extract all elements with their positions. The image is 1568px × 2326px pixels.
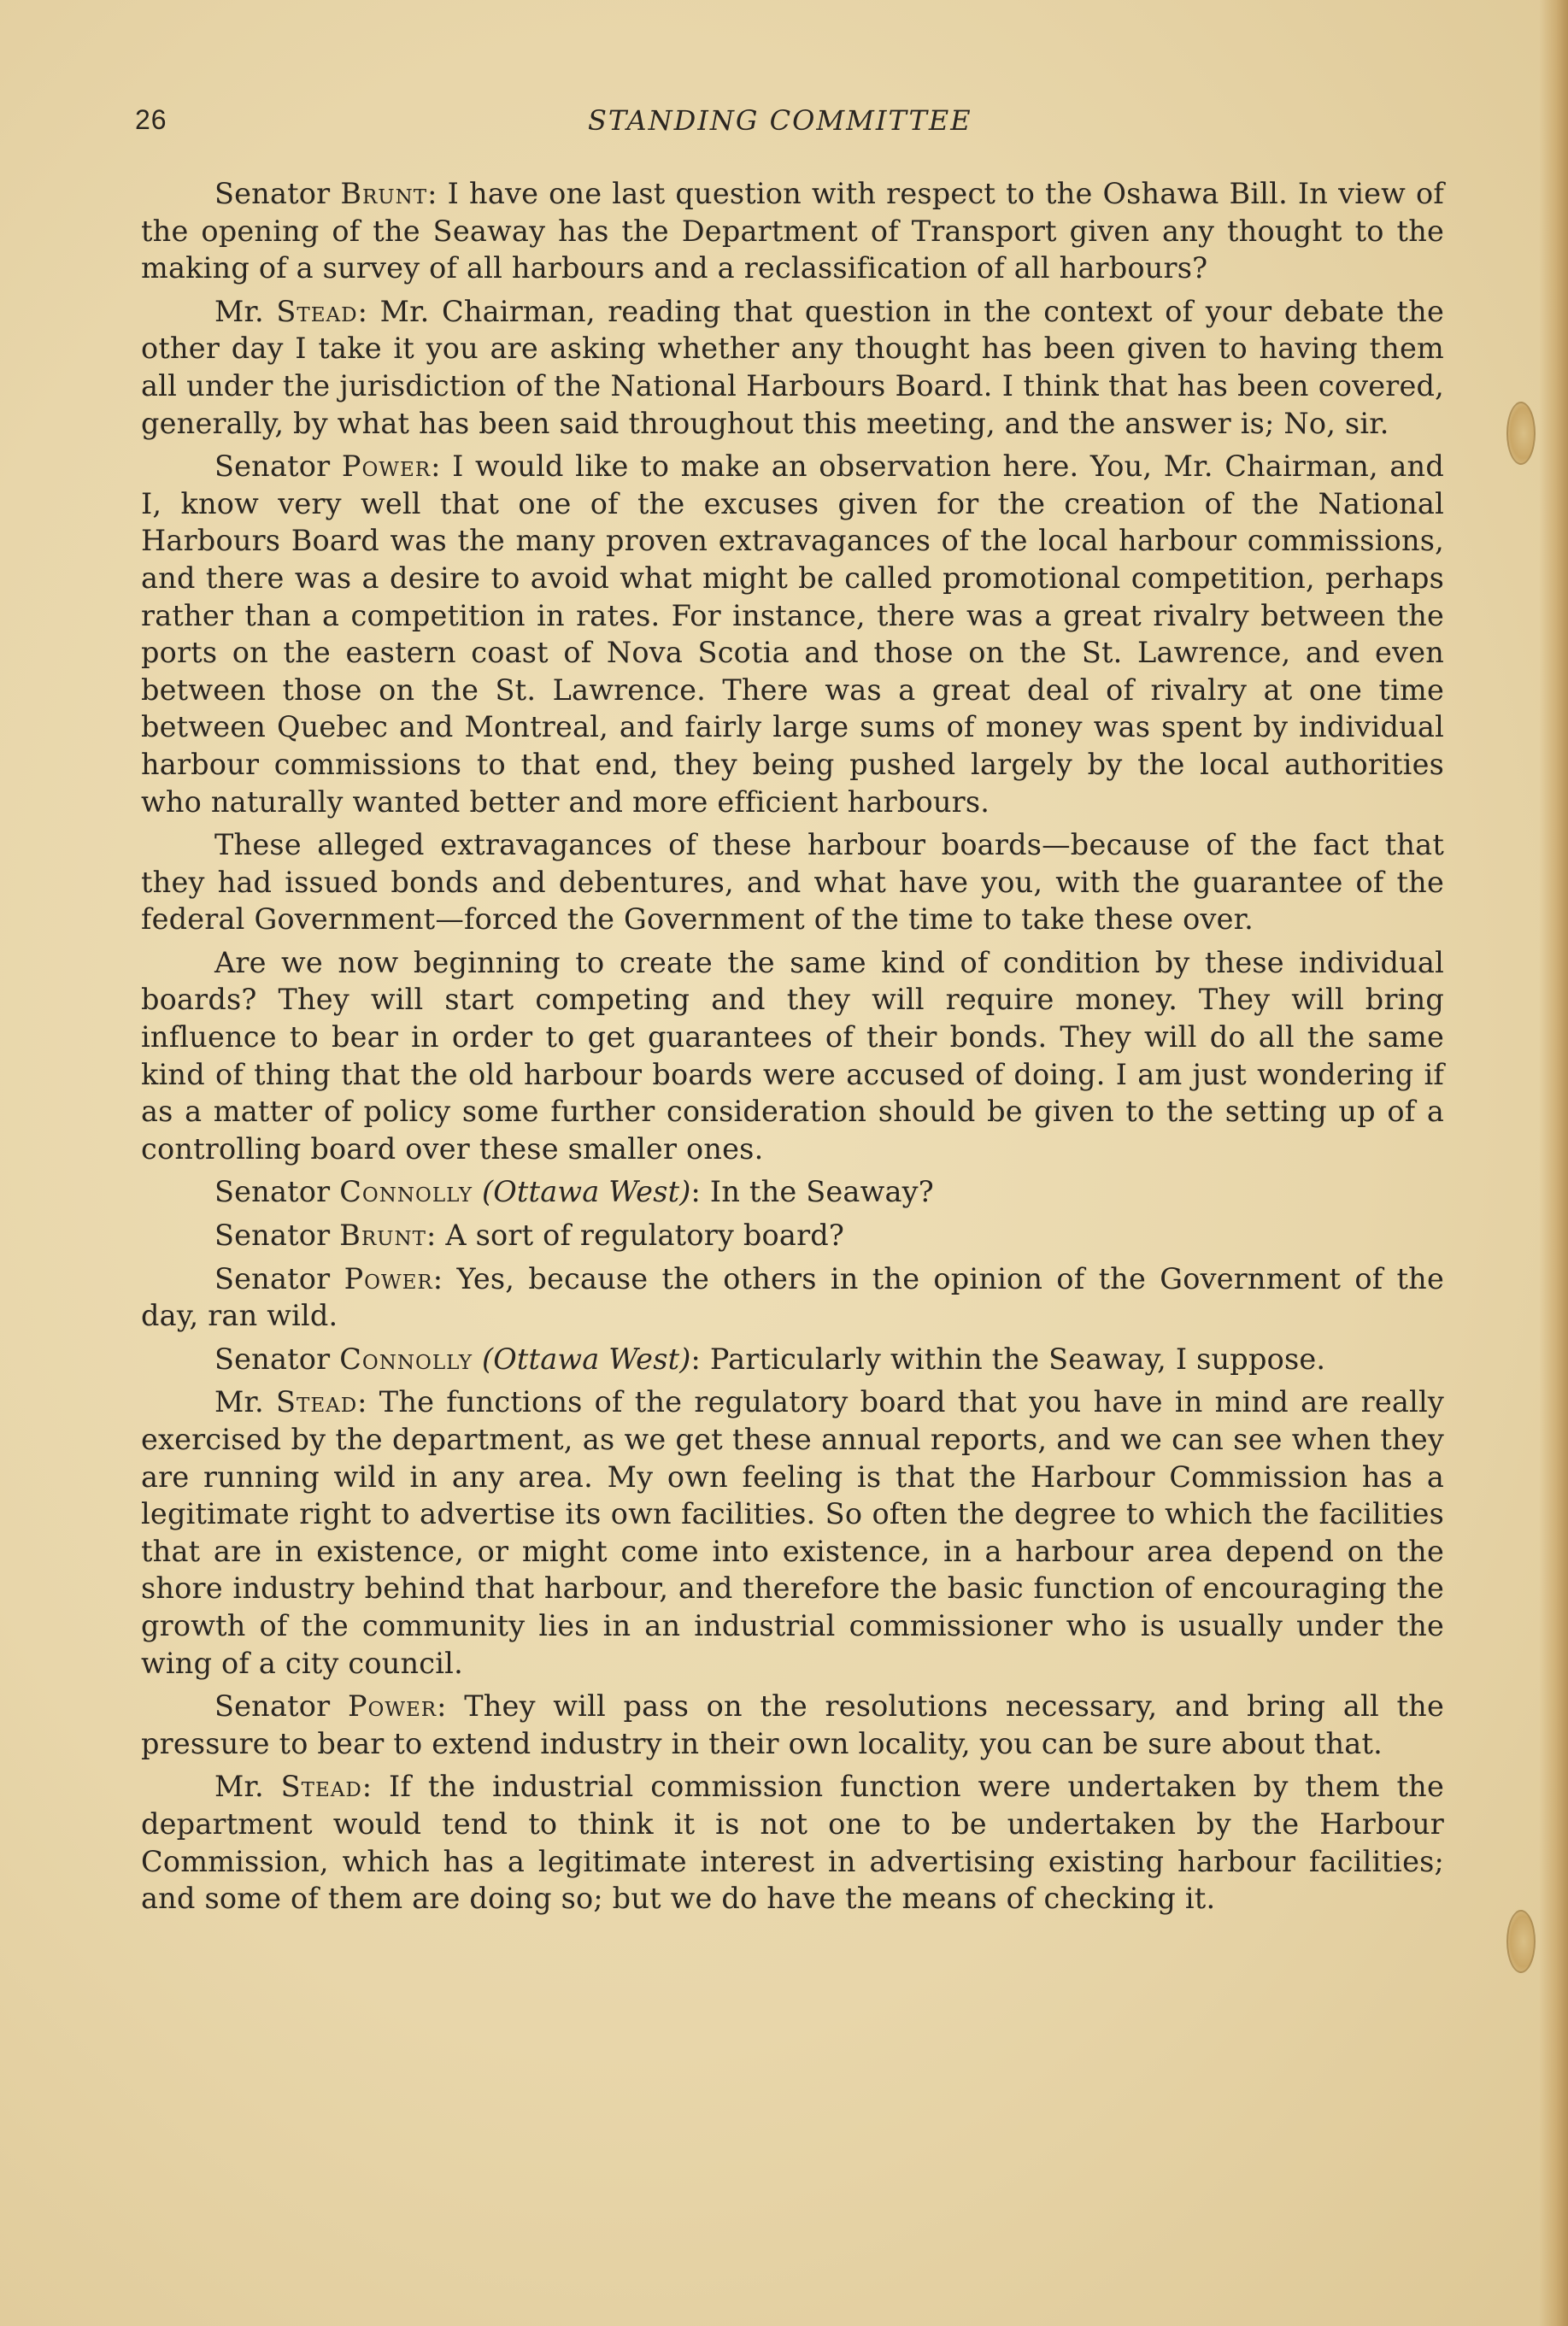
paragraph-text: Yes, because the others in the opinion of the Government of the day, ran wild.: [141, 1261, 1444, 1333]
paragraph-text: Particularly within the Seaway, I suppose.: [701, 1342, 1326, 1376]
speaker-separator: :: [690, 1342, 702, 1376]
page-header: [135, 104, 1434, 147]
paragraph: [141, 293, 1444, 442]
speaker-constituency: (Ottawa West): [481, 1175, 691, 1209]
paragraph: [141, 1341, 1444, 1378]
speaker-separator: :: [690, 1175, 702, 1209]
speaker-separator: :: [431, 449, 441, 484]
speaker-title: Senator: [214, 1175, 331, 1209]
speaker-title: Senator: [214, 177, 331, 210]
transcript-body: [141, 175, 1444, 1924]
speaker-separator: :: [432, 1261, 443, 1295]
speaker-name: Stead: [276, 1385, 358, 1419]
running-title: STANDING COMMITTEE: [588, 104, 972, 137]
speaker-title: Senator: [214, 1342, 331, 1376]
paragraph-text: I have one last question with respect to the Oshawa Bill. In view of the opening of the Seaway has the Department of Transport given any thought to the making of a survey of all harbours and a reclassification of all harbours?: [141, 177, 1444, 285]
speaker-separator: :: [357, 1385, 367, 1419]
speaker-separator: :: [357, 294, 368, 328]
paragraph: [141, 1260, 1444, 1335]
paragraph: [141, 826, 1444, 938]
speaker-name: Stead: [276, 294, 358, 328]
paragraph-text: Are we now beginning to create the same kind of condition by these individual boards? They will start competing and they will require money. They will bring influence to bear in order to get guarantees of their bonds. They will do all the same kind of thing that the old harbour boards were accused of doing. I am just wondering if as a matter of policy some further consideration should be given to the setting up of a controlling board over these smaller ones.: [141, 945, 1444, 1166]
paragraph: [141, 1173, 1444, 1211]
paragraph: [141, 1383, 1444, 1682]
speaker-name: Power: [344, 1261, 433, 1295]
paragraph-text: These alleged extravagances of these harbour boards—because of the fact that they had issued bonds and debentures, and what have you, with the guarantee of the federal Government—forced the Government of the time to take these over.: [141, 828, 1444, 937]
paragraph-text: In the Seaway?: [701, 1175, 934, 1209]
paragraph: [141, 1688, 1444, 1762]
speaker-title: Senator: [214, 1689, 331, 1724]
binding-hole-mark: [1506, 402, 1536, 465]
paragraph-text: They will pass on the resolutions necessary, and bring all the pressure to bear to extend industry in their own locality, you can be sure about that.: [141, 1689, 1444, 1760]
speaker-title: Mr.: [214, 294, 264, 328]
paragraph: [141, 175, 1444, 287]
speaker-title: Senator: [214, 1219, 331, 1253]
speaker-name: Brunt: [339, 1219, 427, 1253]
paragraph-text: The functions of the regulatory board that you have in mind are really exercised by the department, as we get these annual reports, and we can see when they are running wild in any area. My own feeling is that the Harbour Commission has a legitimate right to advertise its own facilities. So often the degree to which the facilities that are in existence, or might come into existence, in a harbour area depend on the shore industry behind that harbour, and therefore the basic function of encouraging the growth of the community lies in an industrial commissioner who is usually under the wing of a city council.: [141, 1385, 1444, 1680]
paragraph: [141, 1768, 1444, 1917]
speaker-name: Brunt: [340, 177, 428, 210]
speaker-title: Mr.: [214, 1385, 264, 1419]
speaker-name: Power: [347, 1689, 438, 1724]
speaker-separator: :: [437, 1689, 447, 1724]
page-number: 26: [135, 104, 167, 135]
paragraph-text: If the industrial commission function were undertaken by them the department would tend to think it is not one to be undertaken by the Harbour Commission, which has a legitimate interest in advertising existing harbour facilities; and some of them are doing so; but we do have the means of checking it.: [141, 1770, 1444, 1916]
speaker-name: Connolly: [339, 1342, 473, 1376]
paragraph-text: I would like to make an observation here. You, Mr. Chairman, and I, know very well that one of the excuses given for the creation of the National Harbours Board was the many proven extravagances of the local harbour commissions, and there was a desire to avoid what might be called promotional competition, perhaps rather than a competition in rates. For instance, there was a great rivalry between the ports on the eastern coast of Nova Scotia and those on the St. Lawrence, and even between those on the St. Lawrence. There was a great deal of rivalry at one time between Quebec and Montreal, and fairly large sums of money was spent by individual harbour commissions to that end, they being pushed largely by the local authorities who naturally wanted better and more efficient harbours.: [141, 449, 1444, 819]
paragraph: [141, 1217, 1444, 1254]
paragraph: [141, 448, 1444, 820]
speaker-name: Power: [341, 449, 432, 484]
speaker-separator: :: [426, 1219, 437, 1253]
page-edge-shadow: [1539, 0, 1568, 2326]
paragraph-text: A sort of regulatory board?: [436, 1219, 845, 1253]
speaker-name: Connolly: [339, 1175, 473, 1209]
speaker-title: Senator: [214, 449, 331, 484]
speaker-title: Senator: [214, 1261, 331, 1295]
speaker-constituency: (Ottawa West): [481, 1342, 691, 1376]
paragraph-text: Mr. Chairman, reading that question in the context of your debate the other day I take it you are asking whether any thought has been given to having them all under the jurisdiction of the National Harbours Board. I think that has been covered, generally, by what has been said throughout this meeting, and the answer is; No, sir.: [141, 294, 1444, 440]
binding-hole-mark: [1506, 1910, 1536, 1973]
paragraph: [141, 944, 1444, 1168]
speaker-separator: :: [361, 1770, 373, 1804]
speaker-name: Stead: [280, 1770, 362, 1804]
speaker-title: Mr.: [214, 1770, 264, 1804]
speaker-separator: :: [427, 177, 438, 210]
